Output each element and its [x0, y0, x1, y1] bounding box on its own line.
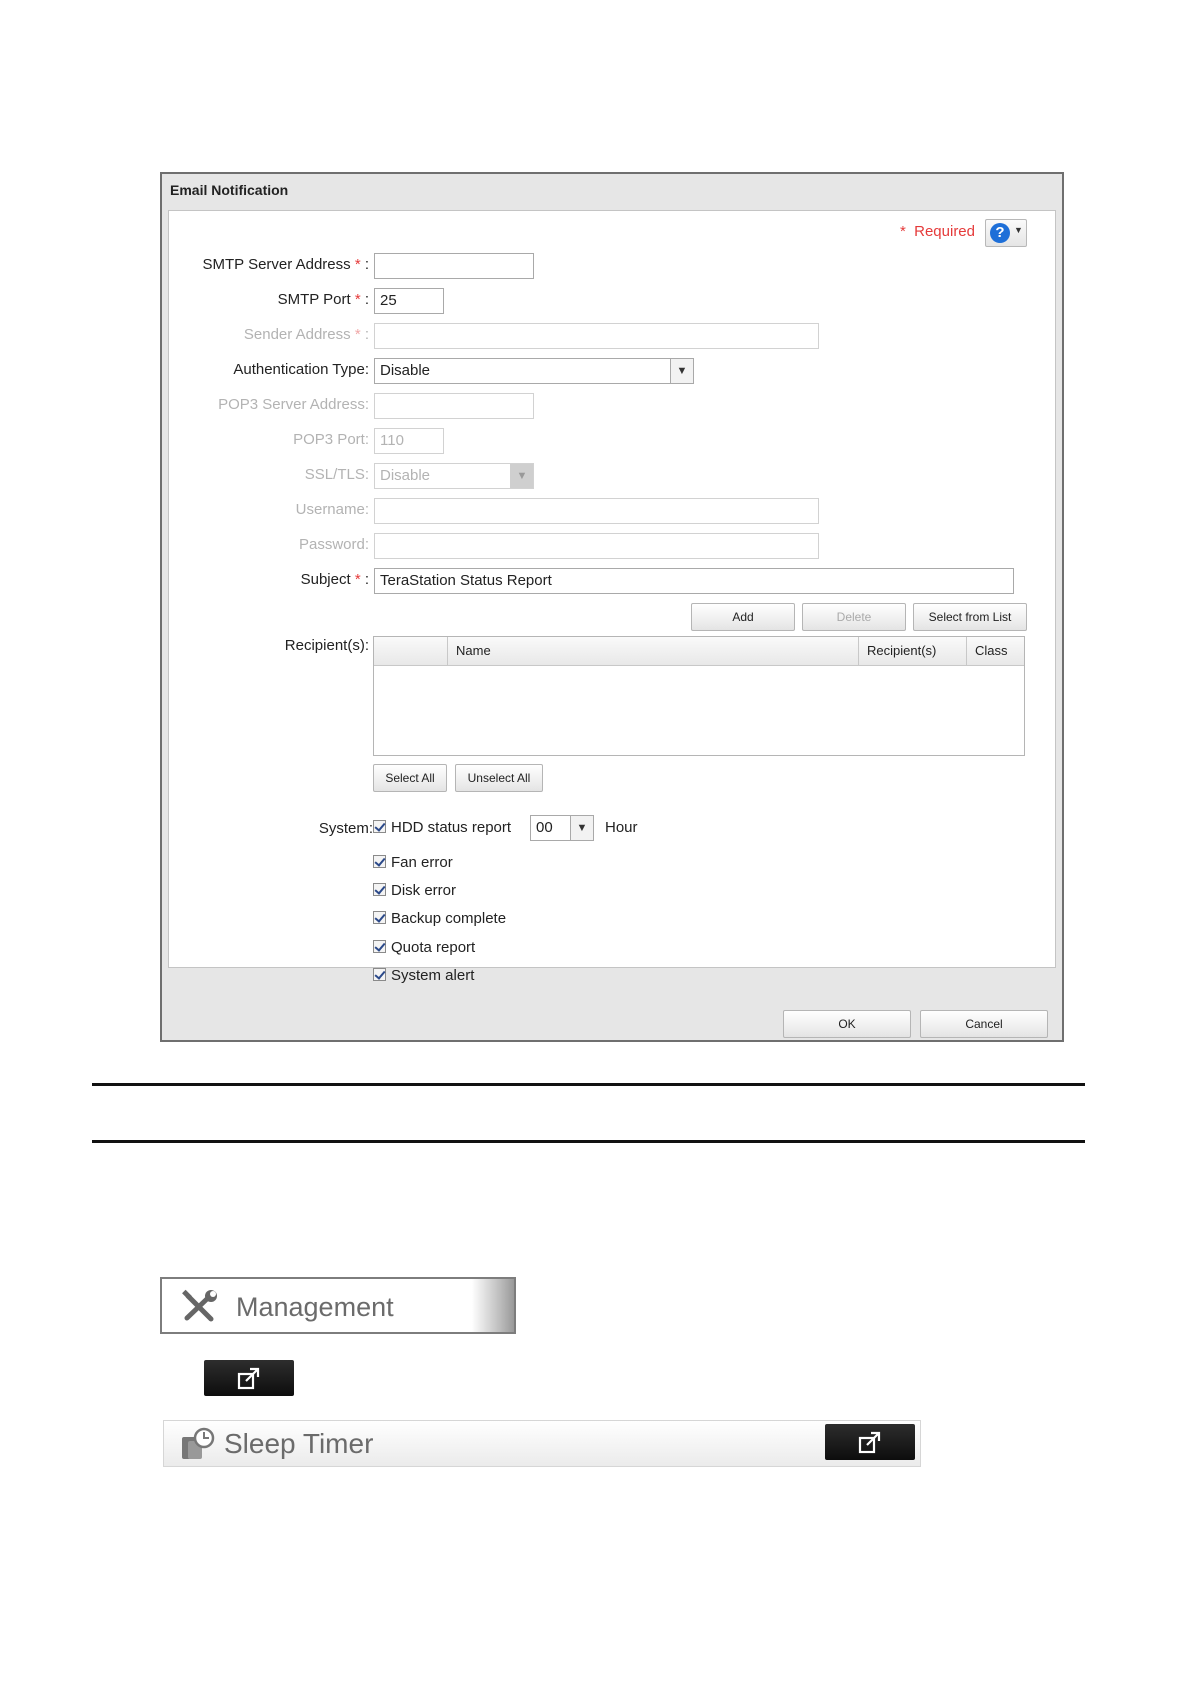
open-settings-button[interactable]: [204, 1360, 294, 1396]
hdd-status-report-checkbox[interactable]: [373, 819, 511, 839]
username-label: Username:: [295, 501, 369, 518]
ok-button[interactable]: OK: [783, 1010, 911, 1038]
smtp-server-input[interactable]: [374, 253, 534, 279]
pop3-server-label: POP3 Server Address:: [218, 396, 369, 413]
system-label: System:: [318, 820, 373, 837]
checkbox-checked-icon: [373, 968, 386, 981]
table-header-recipients[interactable]: Recipient(s): [858, 637, 966, 665]
chevron-down-icon: ▼: [1014, 225, 1023, 235]
smtp-port-label: SMTP Port * :: [277, 291, 369, 308]
help-icon: ?: [990, 223, 1010, 243]
required-legend: [900, 223, 975, 240]
divider-bottom: [92, 1140, 1085, 1143]
tools-icon: [180, 1289, 220, 1325]
hdd-status-report-label: HDD status report: [391, 819, 512, 836]
hdd-hour-value: 00: [536, 819, 553, 836]
checkbox-checked-icon: [373, 820, 386, 833]
checkbox-checked-icon: [373, 883, 386, 896]
checkbox-checked-icon: [373, 911, 386, 924]
table-header-select[interactable]: [374, 637, 447, 665]
recipients-label: Recipient(s):: [284, 637, 369, 654]
chevron-down-icon: ▼: [570, 816, 593, 840]
smtp-port-input[interactable]: 25: [374, 288, 444, 314]
fan-error-checkbox[interactable]: Fan error: [373, 854, 453, 874]
management-label: Management: [236, 1292, 394, 1322]
divider-top: [92, 1083, 1085, 1086]
auth-type-label: Authentication Type:: [233, 361, 369, 378]
quota-report-checkbox[interactable]: Quota report: [373, 939, 475, 959]
chevron-down-icon: ▼: [670, 359, 693, 383]
sleep-timer-open-button[interactable]: [825, 1424, 915, 1460]
hour-label: Hour: [605, 819, 638, 836]
ssl-tls-select[interactable]: [374, 463, 534, 489]
backup-complete-checkbox[interactable]: Backup complete: [373, 910, 506, 930]
sender-address-label: Sender Address * :: [243, 326, 369, 343]
auth-type-value: Disable: [380, 362, 431, 379]
ssl-tls-value: Disable: [380, 467, 431, 484]
external-link-icon: [858, 1430, 882, 1454]
sleep-timer-label: Sleep Timer: [224, 1428, 374, 1459]
sleep-timer-icon: [180, 1427, 216, 1461]
password-label: Password:: [298, 536, 369, 553]
checkbox-checked-icon: [373, 940, 386, 953]
external-link-icon: [237, 1366, 261, 1390]
hdd-hour-select[interactable]: [530, 815, 594, 841]
management-menu-item[interactable]: [160, 1277, 516, 1334]
chevron-down-icon: ▼: [510, 464, 533, 488]
sender-address-input[interactable]: [374, 323, 819, 349]
pop3-port-label: POP3 Port:: [293, 431, 369, 448]
cancel-button[interactable]: Cancel: [920, 1010, 1048, 1038]
email-notification-dialog: [160, 172, 1064, 1042]
ssl-tls-label: SSL/TLS:: [304, 466, 369, 483]
auth-type-select[interactable]: [374, 358, 694, 384]
delete-button[interactable]: Delete: [802, 603, 906, 631]
dialog-title: Email Notification: [170, 182, 289, 198]
add-button[interactable]: Add: [691, 603, 795, 631]
checkbox-checked-icon: [373, 855, 386, 868]
table-header-name[interactable]: Name: [447, 637, 858, 665]
subject-input[interactable]: TeraStation Status Report: [374, 568, 1014, 594]
pop3-server-input[interactable]: [374, 393, 534, 419]
smtp-server-label: SMTP Server Address * :: [202, 256, 369, 273]
table-header-class[interactable]: Class: [966, 637, 1024, 665]
password-input[interactable]: [374, 533, 819, 559]
required-star: *: [899, 223, 906, 240]
select-from-list-button[interactable]: Select from List: [913, 603, 1027, 631]
disk-error-checkbox[interactable]: Disk error: [373, 882, 456, 902]
recipients-table: [373, 636, 1025, 756]
recipients-table-header: [374, 637, 1024, 666]
sleep-timer-row: [163, 1420, 921, 1467]
select-all-button[interactable]: Select All: [373, 764, 447, 792]
unselect-all-button[interactable]: Unselect All: [455, 764, 543, 792]
username-input[interactable]: [374, 498, 819, 524]
system-alert-checkbox[interactable]: System alert: [373, 967, 474, 987]
subject-label: Subject * :: [300, 571, 369, 588]
help-button[interactable]: [985, 219, 1027, 247]
required-label: Required: [914, 223, 975, 240]
pop3-port-input[interactable]: 110: [374, 428, 444, 454]
dialog-body: [168, 210, 1056, 968]
